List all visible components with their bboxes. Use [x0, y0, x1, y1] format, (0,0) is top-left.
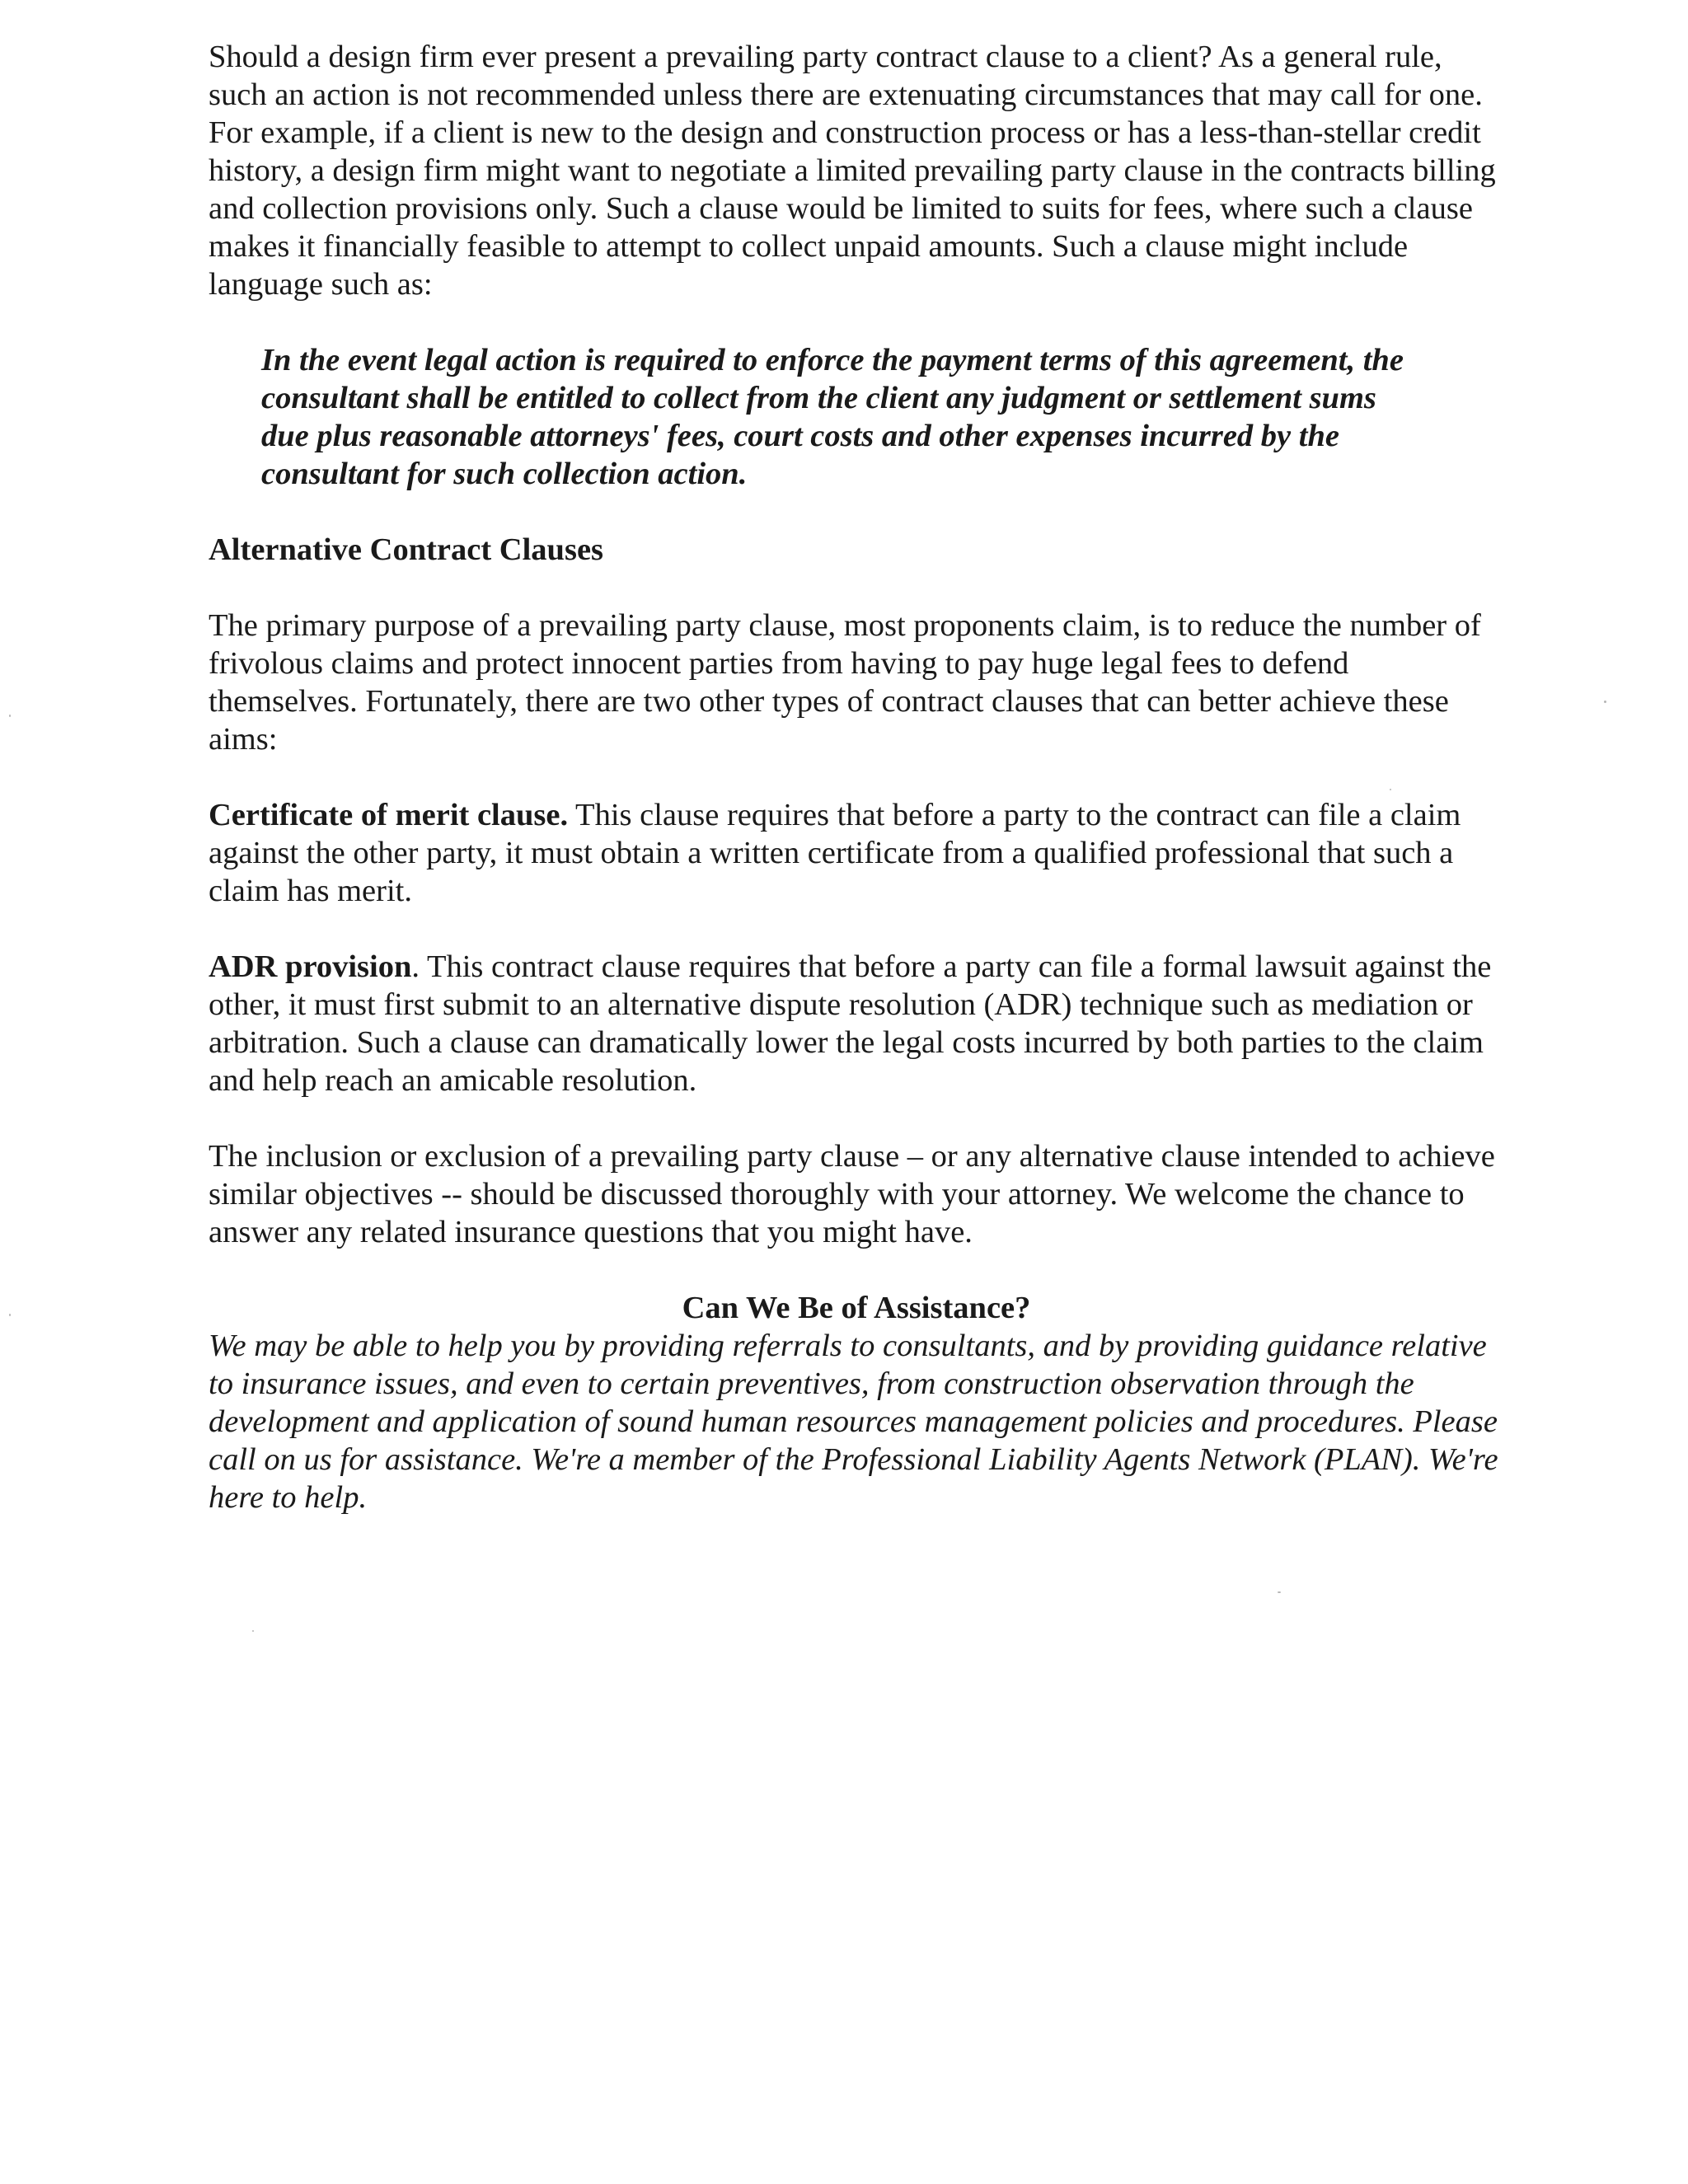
closing-paragraph: The inclusion or exclusion of a prevailing party clause – or any alternative clause intended to achieve similar objectives -- should be discussed thoroughly with your attorney. We welcome the chance to answer any related insurance questions that you might have. [209, 1139, 1495, 1249]
certificate-of-merit-text: This clause requires that before a party to the contract can file a claim against the other party, it must obtain a written certificate from a qualified professional that such a claim has merit. [209, 798, 1461, 908]
alternatives-intro: The primary purpose of a prevailing party clause, most proponents claim, is to reduce the number of frivolous claims and protect innocent parties from having to pay huge legal fees to defend themselves. Fortunately, there are two other types of contract clauses that can better achieve these aims: [209, 608, 1481, 757]
adr-provision-paragraph [209, 948, 1504, 1099]
assistance-title: Can We Be of Assistance? [682, 1291, 1031, 1325]
intro-paragraph: Should a design firm ever present a prevailing party contract clause to a client? As a general rule, such an action is not recommended unless there are extenuating circumstances that may call for one. For example, if a client is new to the design and construction process or has a less-than-stellar credit history, a design firm might want to negotiate a limited prevailing party clause in the contracts billing and collection provisions only. Such a clause would be limited to suits for fees, where such a clause makes it financially feasible to attempt to collect unpaid amounts. Such a clause might include language such as: [209, 40, 1496, 302]
adr-provision-lead: ADR provision [209, 949, 412, 984]
scan-speck [1278, 1591, 1281, 1593]
scan-speck [252, 1630, 254, 1632]
scan-speck [9, 1314, 11, 1316]
scan-speck [1604, 701, 1606, 703]
assistance-body: We may be able to help you by providing referrals to consultants, and by providing guidance relative to insurance issues, and even to certain preventives, from construction observation through the development and application of sound human resources management policies and procedures. Please call on us for assistance. We're a member of the Professional Liability Agents Network (PLAN). We're here to help. [209, 1329, 1498, 1515]
adr-provision-text: . This contract clause requires that before a party can file a formal lawsuit against the other, it must first submit to an alternative dispute resolution (ADR) technique such as mediation or arbitration. Such a clause can dramatically lower the legal costs incurred by both parties to the claim and help reach an amicable resolution. [209, 949, 1492, 1098]
document-page [209, 38, 1504, 1516]
scan-speck [1390, 789, 1391, 790]
alternatives-heading: Alternative Contract Clauses [209, 532, 604, 567]
sample-clause-quote: In the event legal action is required to enforce the payment terms of this agreement, the consultant shall be entitled to collect from the client any judgment or settlement sums due plus reasonable attorneys' fees, court costs and other expenses incurred by the consultant for such collection action. [261, 343, 1404, 491]
scan-speck [9, 715, 11, 717]
certificate-of-merit-paragraph [209, 796, 1504, 910]
certificate-of-merit-lead: Certificate of merit clause. [209, 798, 569, 832]
